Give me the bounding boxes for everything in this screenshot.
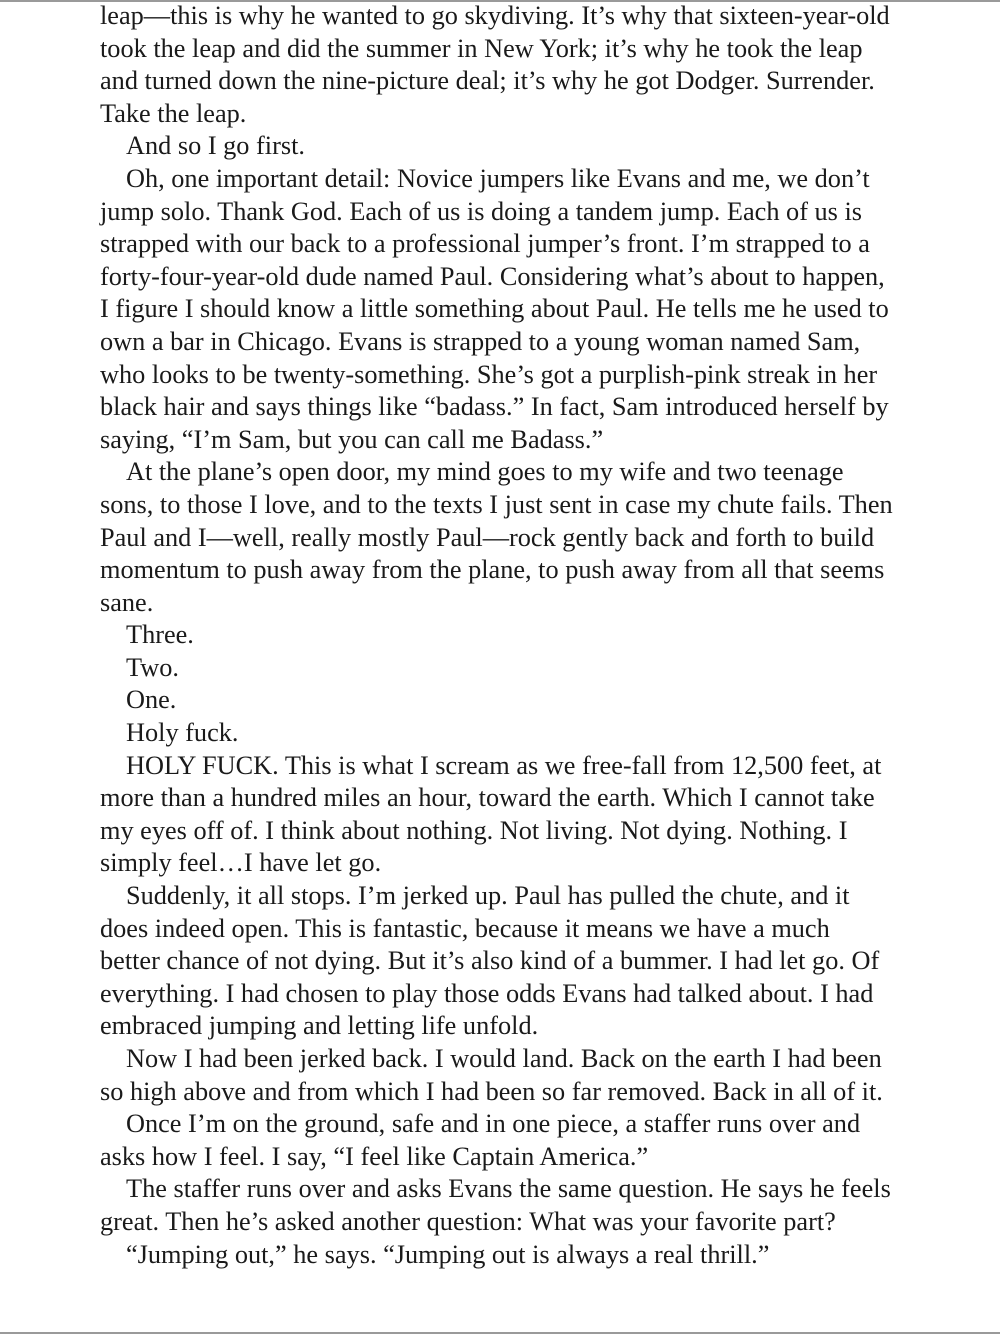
text-line: And so I go first. <box>126 131 305 161</box>
text-line: Once I’m on the ground, safe and in one piece, a staffer runs over and <box>126 1109 861 1139</box>
text-line: Now I had been jerked back. I would land. Back on the earth I had been <box>126 1044 882 1073</box>
body-text <box>100 0 902 1271</box>
text-line: great. Then he’s asked another question: What was your favorite part? <box>100 1206 836 1236</box>
text-line: One. <box>126 685 177 715</box>
text-line: and turned down the nine-picture deal; it’s why he got Dodger. Surrender. <box>100 66 875 96</box>
text-line: so high above and from which I had been so far removed. Back in all of it. <box>100 1076 883 1106</box>
text-line: Paul and I—well, really mostly Paul—rock gently back and forth to build <box>100 522 875 552</box>
text-line: own a bar in Chicago. Evans is strapped to a young woman named Sam, <box>100 326 861 356</box>
text-line: jump solo. Thank God. Each of us is doing a tandem jump. Each of us is <box>100 196 863 226</box>
text-line: took the leap and did the summer in New York; it’s why he took the leap <box>100 33 863 63</box>
text-line: saying, “I’m Sam, but you can call me Badass.” <box>100 424 604 454</box>
text-line: I figure I should know a little something about Paul. He tells me he used to <box>100 294 889 324</box>
text-line: asks how I feel. I say, “I feel like Captain America.” <box>100 1141 649 1171</box>
text-line: sons, to those I love, and to the texts I just sent in case my chute fails. Then <box>100 489 893 519</box>
text-line: more than a hundred miles an hour, toward the earth. Which I cannot take <box>100 783 875 813</box>
text-line: everything. I had chosen to play those odds Evans had talked about. I had <box>100 978 874 1008</box>
text-line: The staffer runs over and asks Evans the same question. He says he feels <box>126 1174 891 1204</box>
text-line: At the plane’s open door, my mind goes to my wife and two teenage <box>126 457 844 487</box>
text-line: Take the leap. <box>100 98 247 128</box>
text-line: leap—this is why he wanted to go skydiving. It’s why that sixteen-year-old <box>100 1 890 30</box>
text-line: Suddenly, it all stops. I’m jerked up. Paul has pulled the chute, and it <box>126 881 850 911</box>
text-line: forty-four-year-old dude named Paul. Considering what’s about to happen, <box>100 261 885 291</box>
text-line: Two. <box>126 652 179 682</box>
text-line: who looks to be twenty-something. She’s got a purplish-pink streak in her <box>100 359 878 389</box>
text-line: does indeed open. This is fantastic, because it means we have a much <box>100 913 830 943</box>
text-line: better chance of not dying. But it’s also kind of a bummer. I had let go. Of <box>100 946 880 976</box>
text-line: Holy fuck. <box>126 718 239 748</box>
text-line: momentum to push away from the plane, to push away from all that seems <box>100 555 885 585</box>
text-line: sane. <box>100 587 154 617</box>
text-line: Three. <box>126 620 194 650</box>
text-line: “Jumping out,” he says. “Jumping out is always a real thrill.” <box>126 1239 770 1269</box>
text-line: strapped with our back to a professional jumper’s front. I’m strapped to a <box>100 229 870 259</box>
text-line: Oh, one important detail: Novice jumpers like Evans and me, we don’t <box>126 163 870 193</box>
text-line: my eyes off of. I think about nothing. Not living. Not dying. Nothing. I <box>100 815 848 845</box>
text-line: simply feel…I have let go. <box>100 848 382 878</box>
text-line: black hair and says things like “badass.” In fact, Sam introduced herself by <box>100 392 889 422</box>
text-line: HOLY FUCK. This is what I scream as we free-fall from 12,500 feet, at <box>126 750 882 780</box>
text-line: embraced jumping and letting life unfold. <box>100 1011 539 1041</box>
